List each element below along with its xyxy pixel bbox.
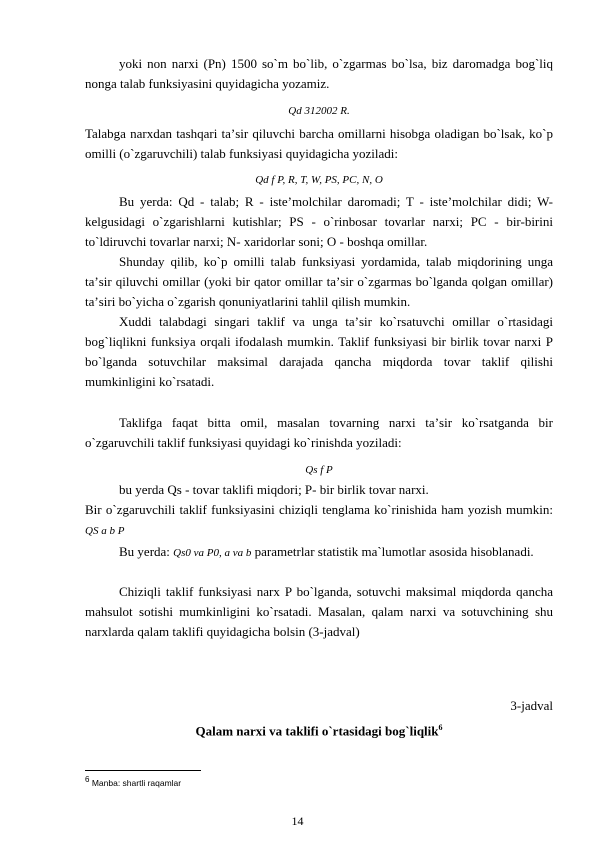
table-title-text: Qalam narxi va taklifi o`rtasidagi bog`liqlik bbox=[195, 723, 439, 739]
paragraph-multi-factor-intro: Talabga narxdan tashqari taʼsir qiluvchi barcha omillarni hisobga oladigan bo`lsak, ko`p omilli (o`zgaruvchili) talab funksiyasi quyidagicha yoziladi: bbox=[85, 126, 553, 161]
table-label: 3-jadval bbox=[510, 698, 553, 713]
paragraph-non-narxi: yoki non narxi (Pn) 1500 so`m bo`lib, o`zgarmas bo`lsa, biz daromadga bog`liq nonga talab funksiyasini quyidagicha yozamiz. bbox=[85, 56, 553, 91]
footnote-divider bbox=[85, 770, 201, 771]
parameters-lead: Bu yerda: bbox=[119, 544, 170, 559]
paragraph-linear-supply-example: Chiziqli taklif funksiyasi narx P bo`lganda, sotuvchi maksimal miqdorda qancha mahsulot sotishi mumkinligini ko`rsatadi. Masalan, qalam narxi va sotuvchining shu narxlarda qalam taklifi quyidagicha bolsin (3-jadval) bbox=[85, 584, 553, 639]
formula-demand-income: Qd 312002 R. bbox=[288, 105, 350, 117]
page-number: 14 bbox=[291, 814, 304, 828]
footnote bbox=[85, 774, 181, 789]
paragraph-single-factor: Taklifga faqat bitta omil, masalan tovarning narxi taʼsir ko`rsatganda bir o`zgaruvchili taklif funksiyasi quyidagi ko`rinishda yoziladi: bbox=[85, 415, 553, 450]
formula-multi-factor-demand: Qd f P, R, T, W, PS, PC, N, O bbox=[255, 174, 383, 186]
paragraph-qs-definition: bu yerda Qs - tovar taklifi miqdori; P- bir birlik tovar narxi. bbox=[119, 482, 429, 497]
paragraph-definitions: Bu yerda: Qd - talab; R - isteʼmolchilar daromadi; T - isteʼmolchilar didi; W- kelgusidagi o`zgarishlarni kutishlar; PS - o`rinbosar tovarlar narxi; PC - bir-birini to`ldiruvchi tovarlar narxi; N- xaridorlar soni; O - boshqa omillar. bbox=[85, 194, 553, 249]
paragraph-supply-function: Xuddi talabdagi singari taklif va unga taʼsir ko`rsatuvchi omillar o`rtasidagi bog`liqlikni funksiya orqali ifodalash mumkin. Taklif funksiyasi bir birlik tovar narxi P bo`lganda sotuvchilar maksimal darajada qancha miqdorda tovar taklif qilishi mumkinligini ko`rsatadi. bbox=[85, 314, 553, 389]
paragraph-conclusion: Shunday qilib, ko`p omilli talab funksiyasi yordamida, talab miqdorining unga taʼsir qiluvchi omillar (yoki bir qator omillar taʼsir o`zgarmas bo`lganda qolgan omillar) taʼsiri bo`yicha o`zgarish qonuniyatlarini tahlil qilish mumkin. bbox=[85, 254, 553, 309]
footnote-number: 6 bbox=[85, 775, 90, 784]
formula-supply: Qs f P bbox=[305, 464, 333, 476]
footnote-ref: 6 bbox=[438, 723, 443, 732]
formula-linear-supply: QS a b P bbox=[85, 525, 125, 537]
table-title bbox=[85, 718, 553, 741]
linear-equation-text: Bir o`zgaruvchili taklif funksiyasini chiziqli tenglama ko`rinishida ham yozish mumkin: bbox=[85, 502, 553, 517]
paragraph-parameters bbox=[85, 542, 553, 563]
parameters-text: parametrlar statistik ma`lumotlar asosida hisoblanadi. bbox=[254, 544, 534, 559]
paragraph-linear-equation bbox=[85, 500, 553, 541]
formula-parameters: Qs0 va P0, a va b bbox=[173, 547, 252, 559]
footnote-text: Manba: shartli raqamlar bbox=[91, 777, 182, 788]
